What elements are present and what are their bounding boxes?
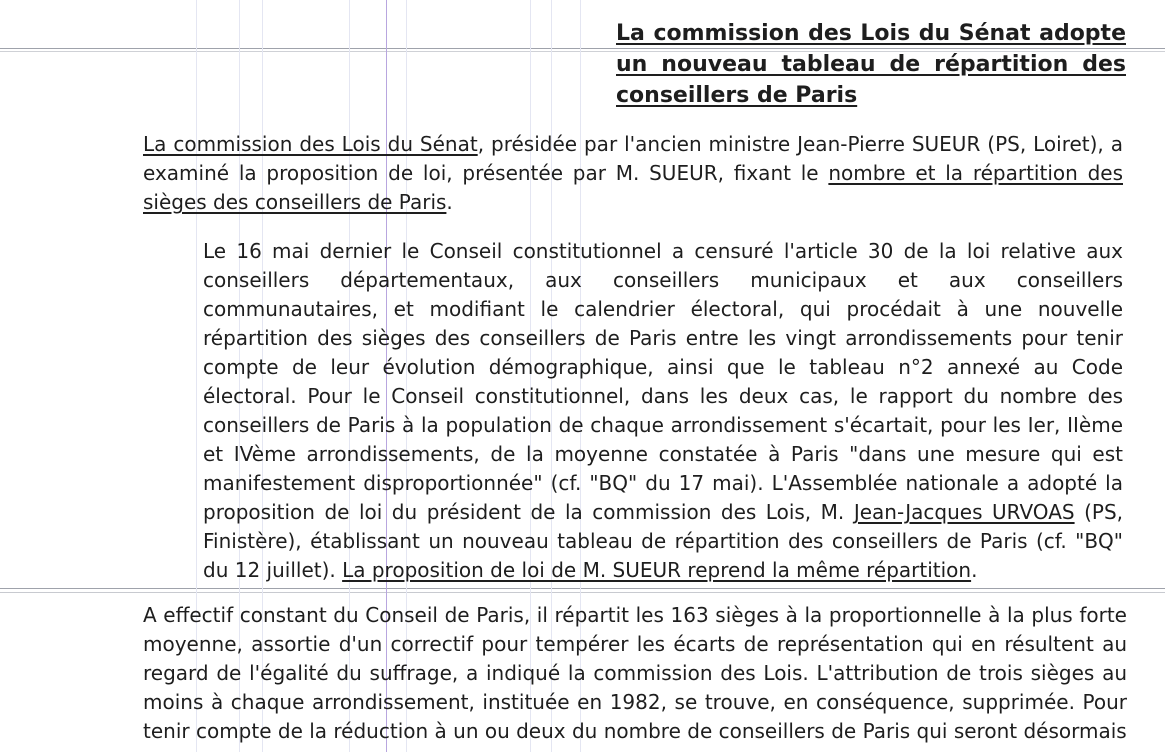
paragraph-context: Le 16 mai dernier le Conseil constitutionnel a censuré l'article 30 de la loi relative aux conseillers départementaux, aux conseillers municipaux et aux conseillers communautaires, et modifiant le calendrier électoral, qui procédait à une nouvelle répartition des sièges des conseillers de Paris entre les vingt arrondissements pour tenir compte de leur évolution démographique, ainsi que le tableau n°2 annexé au Code électoral. Pour le Conseil constitutionnel, dans les deux cas, le rapport du nombre des conseillers de Paris à la population de chaque arrondissement s'écartait, pour les Ier, IIème et IVème arrondissements, de la moyenne constatée à Paris "dans une mesure qui est manifestement disproportionnée" (cf. "BQ" du 17 mai). L'Assemblée nationale a adopté la proposition de loi du président de la commission des Lois, M. Jean-Jacques URVOAS (PS, Finistère), établissant un nouveau tableau de répartition des conseillers de Paris (cf. "BQ" du 12 juillet). La proposition de loi de M. SUEUR reprend la même répartition.: [203, 239, 1124, 582]
paragraph-intro: La commission des Lois du Sénat, présidée par l'ancien ministre Jean-Pierre SUEUR (PS, Loiret), a examiné la proposition de loi, présentée par M. SUEUR, fixant le nombre et la répartition des sièges des conseillers de Paris.: [143, 132, 1123, 214]
scan-line: [0, 588, 1165, 589]
paragraph-body: A effectif constant du Conseil de Paris, il répartit les 163 sièges à la proportionnelle à la plus forte moyenne, assortie d'un correctif pour tempérer les écarts de représentation qui en résultent au regard de l'égalité du suffrage, a indiqué la commission des Lois. L'attribution de trois sièges au moins à chaque arrondissement, instituée en 1982, se trouve, en conséquence, supprimée. Pour tenir compte de la réduction à un ou deux du nombre de conseillers de Paris qui seront désormais: [143, 603, 1127, 743]
link-nombre-repartition[interactable]: nombre et la répartition des sièges des conseillers de Paris: [143, 161, 1123, 214]
link-proposition-sueur[interactable]: La proposition de loi de M. SUEUR reprend la même répartition: [342, 558, 972, 582]
scan-line: [0, 592, 1165, 593]
article-title: La commission des Lois du Sénat adopte un nouveau tableau de répartition des conseillers de Paris: [616, 21, 1126, 108]
link-urvoas[interactable]: Jean-Jacques URVOAS: [853, 500, 1075, 524]
link-commission-des-lois[interactable]: La commission des Lois du Sénat: [143, 132, 478, 156]
